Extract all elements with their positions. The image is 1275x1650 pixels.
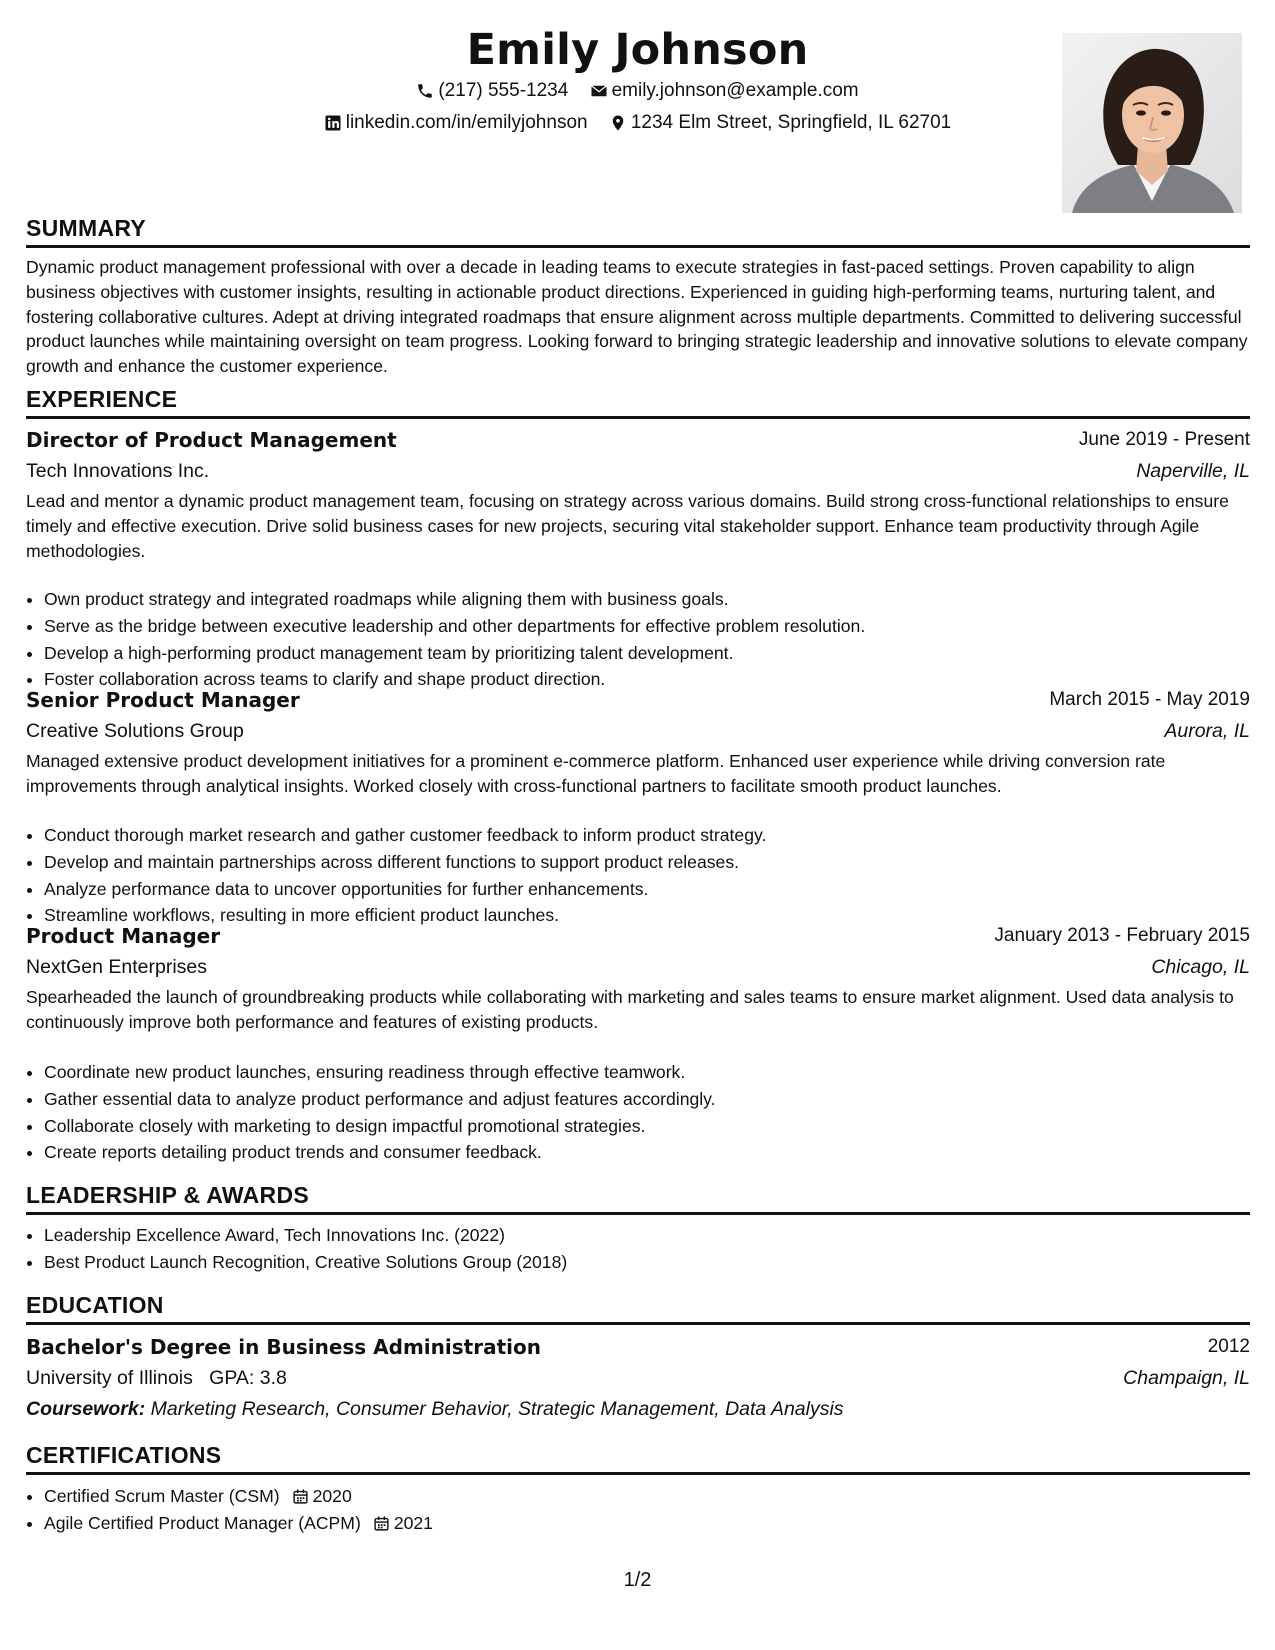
list-item: • Create reports detailing product trends and consumer feedback. [44, 1139, 1268, 1166]
profile-photo [1062, 33, 1242, 213]
job-description: Managed extensive product development initiatives for a prominent e-commerce platform. Enhanced user experience while driving conversion rate improvements through analytical insights. Worked closely with cross-functional partners to facilitate smooth product launches. [26, 751, 1166, 796]
list-item: • Foster collaboration across teams to clarify and shape product direction. [44, 666, 1268, 693]
calendar-icon [292, 1488, 309, 1505]
address-text: 1234 Elm Street, Springfield, IL 62701 [630, 112, 952, 133]
map-pin-icon [609, 114, 627, 132]
school-location: Champaign, IL [1123, 1367, 1250, 1389]
linkedin-link[interactable]: linkedin.com/in/emilyjohnson [345, 112, 588, 133]
cert-year: 2020 [312, 1486, 352, 1506]
coursework-label: Coursework: [26, 1398, 146, 1420]
list-item: • Serve as the bridge between executive leadership and other departments for effective problem resolution. [44, 613, 1268, 640]
list-item: • Leadership Excellence Award, Tech Innovations Inc. (2022) [44, 1222, 1268, 1249]
job-dates: June 2019 - Present [1078, 429, 1250, 450]
job-dates: March 2015 - May 2019 [1049, 689, 1250, 710]
coursework [26, 1396, 844, 1422]
email-item[interactable] [590, 78, 859, 104]
gpa: GPA: 3.8 [209, 1367, 287, 1389]
job-bullets [26, 586, 1268, 693]
school-name: University of Illinois [26, 1367, 193, 1389]
education-heading: EDUCATION [26, 1290, 1250, 1325]
job-title: Product Manager [26, 924, 221, 948]
list-item [44, 1510, 1268, 1537]
cert-name: • Agile Certified Product Manager (ACPM) [44, 1512, 361, 1533]
job-title: Senior Product Manager [26, 688, 300, 712]
job-description: Spearheaded the launch of groundbreaking products while collaborating with marketing and sales teams to ensure market alignment. Used data analysis to continuously improve both performance and features of existing products. [26, 987, 1234, 1032]
list-item: • Conduct thorough market research and gather customer feedback to inform product strategy. [44, 822, 1268, 849]
job-description: Lead and mentor a dynamic product management team, focusing on strategy across various domains. Build strong cross-functional relationships to ensure timely and effective execution. Drive solid business cases for new projects, securing vital stakeholder support. Enhance team productivity through Agile methodologies. [26, 491, 1229, 561]
list-item: • Develop a high-performing product management team by prioritizing talent development. [44, 640, 1268, 667]
list-item: • Own product strategy and integrated roadmaps while aligning them with business goals. [44, 586, 1268, 613]
job-location: Naperville, IL [1136, 460, 1250, 482]
school-line [26, 1365, 287, 1391]
envelope-icon [590, 82, 608, 100]
linkedin-item[interactable] [324, 110, 588, 136]
phone-text: (217) 555-1234 [438, 80, 569, 101]
phone-item [416, 78, 568, 104]
phone-icon [416, 82, 434, 100]
summary-text: Dynamic product management professional with over a decade in leading teams to execute strategies in fast-paced settings. Proven capability to align business objectives with customer insights, resulting in actionable product directions. Experienced in guiding high-performing teams, nurturing talent, and fostering collaborative cultures. Adept at driving integrated roadmaps that ensure alignment across multiple departments. Committed to delivering successful product launches while maintaining oversight on team progress. Looking forward to bringing strategic leadership and innovative solutions to elevate company growth and enhance the customer experience. [26, 257, 1248, 377]
degree-title: Bachelor's Degree in Business Administration [26, 1335, 541, 1359]
company-name: NextGen Enterprises [26, 956, 207, 978]
list-item: • Coordinate new product launches, ensuring readiness through effective teamwork. [44, 1059, 1268, 1086]
job-dates: January 2013 - February 2015 [994, 925, 1250, 946]
candidate-name: Emily Johnson [466, 25, 809, 75]
company-name: Creative Solutions Group [26, 720, 244, 742]
list-item: • Gather essential data to analyze product performance and adjust features accordingly. [44, 1086, 1268, 1113]
page-number: 1/2 [623, 1569, 652, 1591]
list-item: • Collaborate closely with marketing to design impactful promotional strategies. [44, 1113, 1268, 1140]
graduation-year: 2012 [1207, 1336, 1250, 1357]
calendar-icon [373, 1515, 390, 1532]
certifications-heading: CERTIFICATIONS [26, 1440, 1250, 1475]
coursework-list: Marketing Research, Consumer Behavior, Strategic Management, Data Analysis [150, 1398, 844, 1420]
list-item: • Streamline workflows, resulting in more efficient product launches. [44, 902, 1268, 929]
job-bullets [26, 822, 1268, 929]
experience-heading: EXPERIENCE [26, 384, 1250, 419]
job-location: Aurora, IL [1164, 720, 1250, 742]
cert-name: • Certified Scrum Master (CSM) [44, 1486, 280, 1506]
linkedin-icon [324, 114, 342, 132]
list-item: • Analyze performance data to uncover opportunities for further enhancements. [44, 876, 1268, 903]
certifications-list [26, 1483, 1268, 1537]
job-bullets [26, 1059, 1268, 1166]
list-item: • Develop and maintain partnerships across different functions to support product releases. [44, 849, 1268, 876]
job-title: Director of Product Management [26, 428, 397, 452]
email-link[interactable]: emily.johnson@example.com [611, 80, 859, 101]
address-item [609, 110, 951, 136]
list-item: • Best Product Launch Recognition, Creative Solutions Group (2018) [44, 1249, 1268, 1276]
job-location: Chicago, IL [1151, 956, 1250, 978]
leadership-heading: LEADERSHIP & AWARDS [26, 1180, 1250, 1215]
leadership-list [26, 1222, 1268, 1276]
list-item [44, 1483, 1268, 1510]
company-name: Tech Innovations Inc. [26, 460, 210, 482]
cert-year: 2021 [393, 1512, 433, 1533]
summary-heading: SUMMARY [26, 213, 1250, 248]
